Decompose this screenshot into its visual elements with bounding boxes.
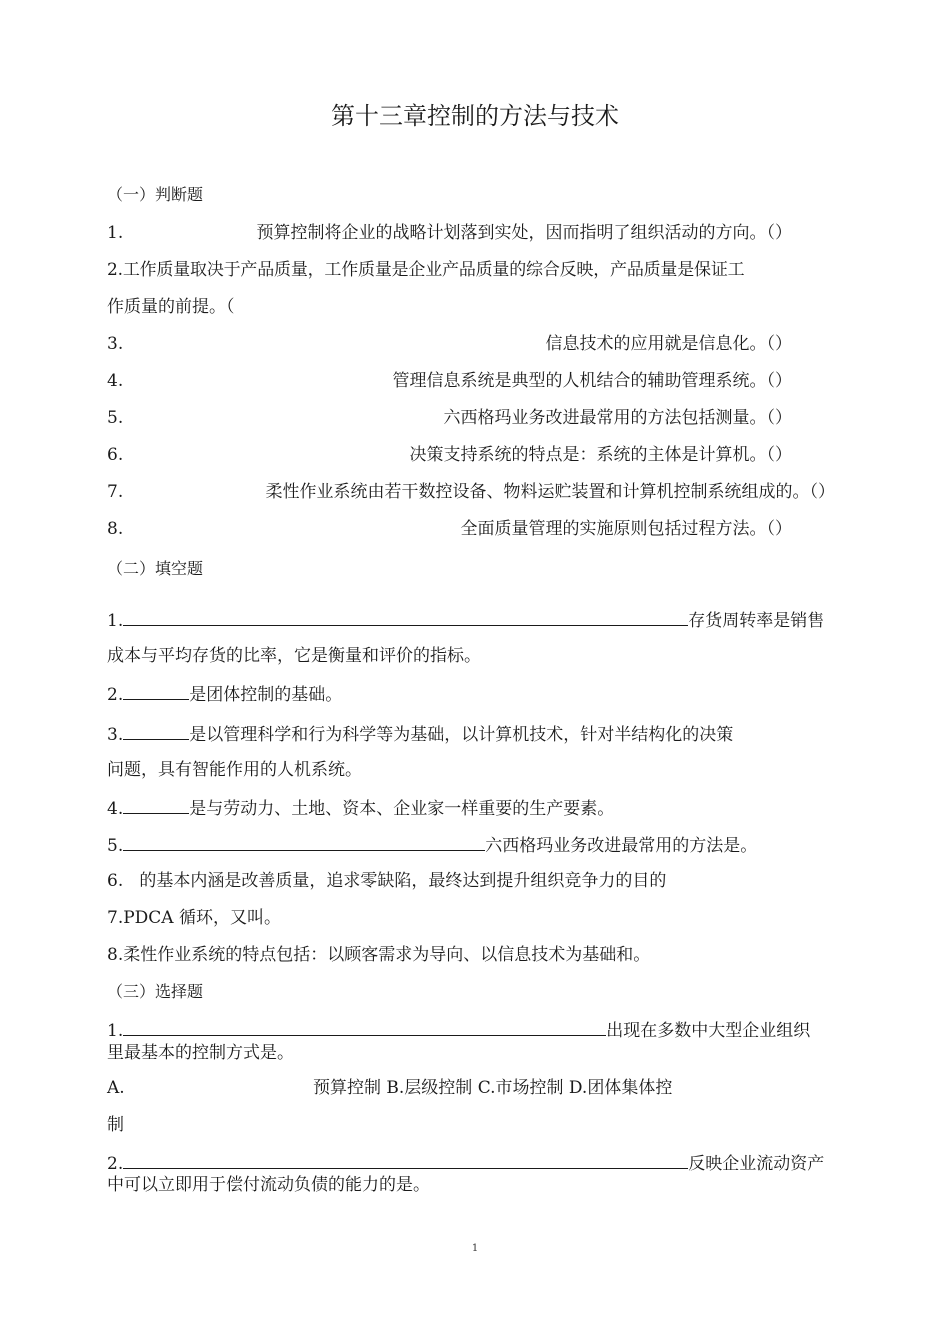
fill-item-5-number: 5. <box>107 836 124 856</box>
section-heading-choice: （三）选择题 <box>107 982 204 1001</box>
judge-item-2-line1: 2.工作质量取决于产品质量，工作质量是企业产品质量的综合反映，产品质量是保证工 <box>107 260 745 280</box>
judge-item-2-line2: 作质量的前提。（ <box>107 297 235 317</box>
fill-item-6: 6. 的基本内涵是改善质量，追求零缺陷，最终达到提升组织竞争力的目的 <box>107 871 667 891</box>
fill-item-1-after: 存货周转率是销售 <box>688 611 825 631</box>
fill-item-4-after: 是与劳动力、土地、资本、企业家一样重要的生产要素。 <box>189 799 615 819</box>
choice-item-1-after: 出现在多数中大型企业组织 <box>606 1021 811 1041</box>
judge-item-7-text: 柔性作业系统由若干数控设备、物料运贮装置和计算机控制系统组成的。（） <box>265 482 835 502</box>
fill-item-3-line1 <box>107 722 733 746</box>
judge-item-4-number: 4. <box>107 371 124 391</box>
fill-item-2-number: 2. <box>107 685 124 705</box>
section-heading-fill: （二）填空题 <box>107 559 204 578</box>
judge-item-6-number: 6. <box>107 445 124 465</box>
page-title: 第十三章控制的方法与技术 <box>331 102 619 130</box>
fill-item-4 <box>107 796 614 820</box>
choice-item-2-after: 反映企业流动资产 <box>688 1154 825 1174</box>
fill-item-3-number: 3. <box>107 725 124 745</box>
fill-item-8: 8.柔性作业系统的特点包括：以顾客需求为导向、以信息技术为基础和。 <box>107 945 651 965</box>
choice-item-2-number: 2. <box>107 1154 124 1174</box>
judge-item-4-text: 管理信息系统是典型的人机结合的辅助管理系统。（） <box>392 371 792 391</box>
choice-item-2-blank <box>123 1151 688 1169</box>
fill-item-3-after: 是以管理科学和行为科学等为基础，以计算机技术，针对半结构化的决策 <box>189 725 734 745</box>
fill-item-5-blank <box>123 833 485 851</box>
judge-item-5-text: 六西格玛业务改进最常用的方法包括测量。（） <box>443 408 792 428</box>
judge-item-3-number: 3. <box>107 334 124 354</box>
section-heading-judge: （一）判断题 <box>107 185 204 204</box>
fill-item-1-line2: 成本与平均存货的比率，它是衡量和评价的指标。 <box>107 646 481 666</box>
fill-item-5 <box>107 833 757 857</box>
choice-item-1-number: 1. <box>107 1021 124 1041</box>
fill-item-5-after: 六西格玛业务改进最常用的方法是。 <box>485 836 758 856</box>
judge-item-3-text: 信息技术的应用就是信息化。（） <box>545 334 792 354</box>
fill-item-1-line1 <box>107 608 824 632</box>
choice-item-1-options-line2: 制 <box>107 1115 124 1135</box>
fill-item-4-blank <box>123 796 189 814</box>
choice-item-1-blank <box>123 1018 606 1036</box>
judge-item-5-number: 5. <box>107 408 124 428</box>
fill-item-3-blank <box>123 722 189 740</box>
judge-item-8-number: 8. <box>107 519 124 539</box>
judge-item-1-text: 预算控制将企业的战略计划落到实处，因而指明了组织活动的方向。（） <box>256 223 792 243</box>
fill-item-3-line2: 问题，具有智能作用的人机系统。 <box>107 760 362 780</box>
fill-item-2-blank <box>123 682 189 700</box>
page-number: 1 <box>471 1243 479 1254</box>
choice-item-1-line1 <box>107 1018 810 1042</box>
fill-item-1-number: 1. <box>107 611 124 631</box>
judge-item-1-number: 1. <box>107 223 124 243</box>
choice-item-1-option-a-label: A. <box>107 1078 125 1098</box>
fill-item-2-after: 是团体控制的基础。 <box>189 685 343 705</box>
choice-item-2-line1 <box>107 1151 824 1175</box>
choice-item-1-options: 预算控制 B.层级控制 C.市场控制 D.团体集体控 <box>313 1078 673 1098</box>
judge-item-8-text: 全面质量管理的实施原则包括过程方法。（） <box>460 519 792 539</box>
fill-item-4-number: 4. <box>107 799 124 819</box>
judge-item-7-number: 7. <box>107 482 124 502</box>
choice-item-2-line2: 中可以立即用于偿付流动负债的能力的是。 <box>107 1175 430 1195</box>
fill-item-2 <box>107 682 342 706</box>
fill-item-1-blank <box>123 608 688 626</box>
choice-item-1-line2: 里最基本的控制方式是。 <box>107 1043 294 1063</box>
fill-item-7: 7.PDCA 循环，又叫。 <box>107 908 281 928</box>
judge-item-6-text: 决策支持系统的特点是：系统的主体是计算机。（） <box>409 445 792 465</box>
